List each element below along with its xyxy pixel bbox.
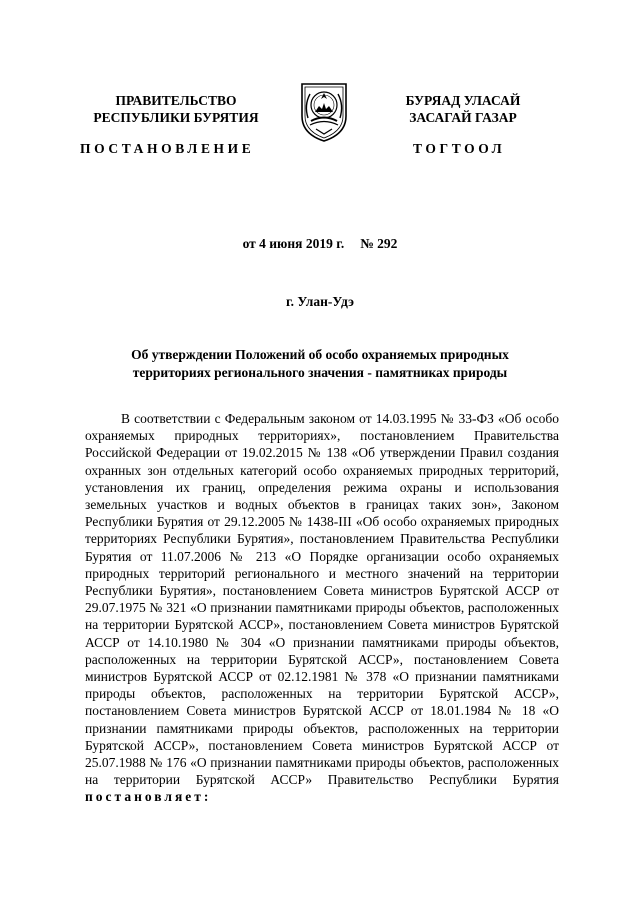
title-line-1: Об утверждении Положений об особо охраняемых природных [131,347,509,362]
title-line-2: территориях регионального значения - памятниках природы [132,365,508,380]
document-title [100,346,540,382]
document-number: № 292 [360,236,398,251]
issuer-line-1-buryat: БУРЯАД УЛАСАЙ [405,93,521,108]
document-body [85,410,559,806]
decree-type-right: ТОГТООЛ [413,141,506,156]
body-resolves: постановляет: [85,789,212,805]
document-date: от 4 июня 2019 г. [242,236,345,251]
document-date-number [0,236,640,252]
issuer-header-right [378,92,548,126]
issuer-line-2: РЕСПУБЛИКИ БУРЯТИЯ [93,110,259,125]
document-city: г. Улан-Удэ [286,294,354,309]
body-text: В соответствии с Федеральным законом от 14.03.1995 № 33-ФЗ «Об особо охраняемых природных территориях», постановлением Правительства Российской Федерации от 19.02.2015 № 138 «Об утверждении Правил создания охранных зон отдельных категорий особо охраняемых природных территорий, установления их границ, определения режима охраны и использования земельных участков и водных объектов в границах таких зон», Законом Республики Бурятия от 29.12.2005 № 1438-III «Об особо охраняемых природных территориях Республики Бурятия», постановлением Правительства Республики Бурятия от 11.07.2006 № 213 «О Порядке организации особо охраняемых природных территорий регионального и местного значений на территории Республики Бурятия», постановлением Совета министров Бурятской АССР от 29.07.1975 № 321 «О признании памятниками природы объектов, расположенных на территории Бурятской АССР», постановлением Совета министров Бурятской АССР от 14.10.1980 № 304 «О признании памятниками природы объектов, расположенных на территории Бурятской АССР», постановлением Совета министров Бурятской АССР от 02.12.1981 № 378 «О признании памятниками природы объектов, расположенных на территории Бурятской АССР», постановлением Совета министров Бурятской АССР от 18.01.1984 № 18 «О признании памятниками природы объектов, расположенных на территории Бурятской АССР», постановлением Совета министров Бурятской АССР от 25.07.1988 № 176 «О признании памятниками природы объектов, расположенных на территории Бурятской АССР» Правительство Республики Бурятия [85,411,559,788]
issuer-line-2-buryat: ЗАСАГАЙ ГАЗАР [409,110,517,125]
issuer-line-1: ПРАВИТЕЛЬСТВО [115,93,237,108]
issuer-header-left [78,92,274,126]
decree-type-left: ПОСТАНОВЛЕНИЕ [80,141,255,156]
coat-of-arms-emblem-icon [298,78,350,144]
